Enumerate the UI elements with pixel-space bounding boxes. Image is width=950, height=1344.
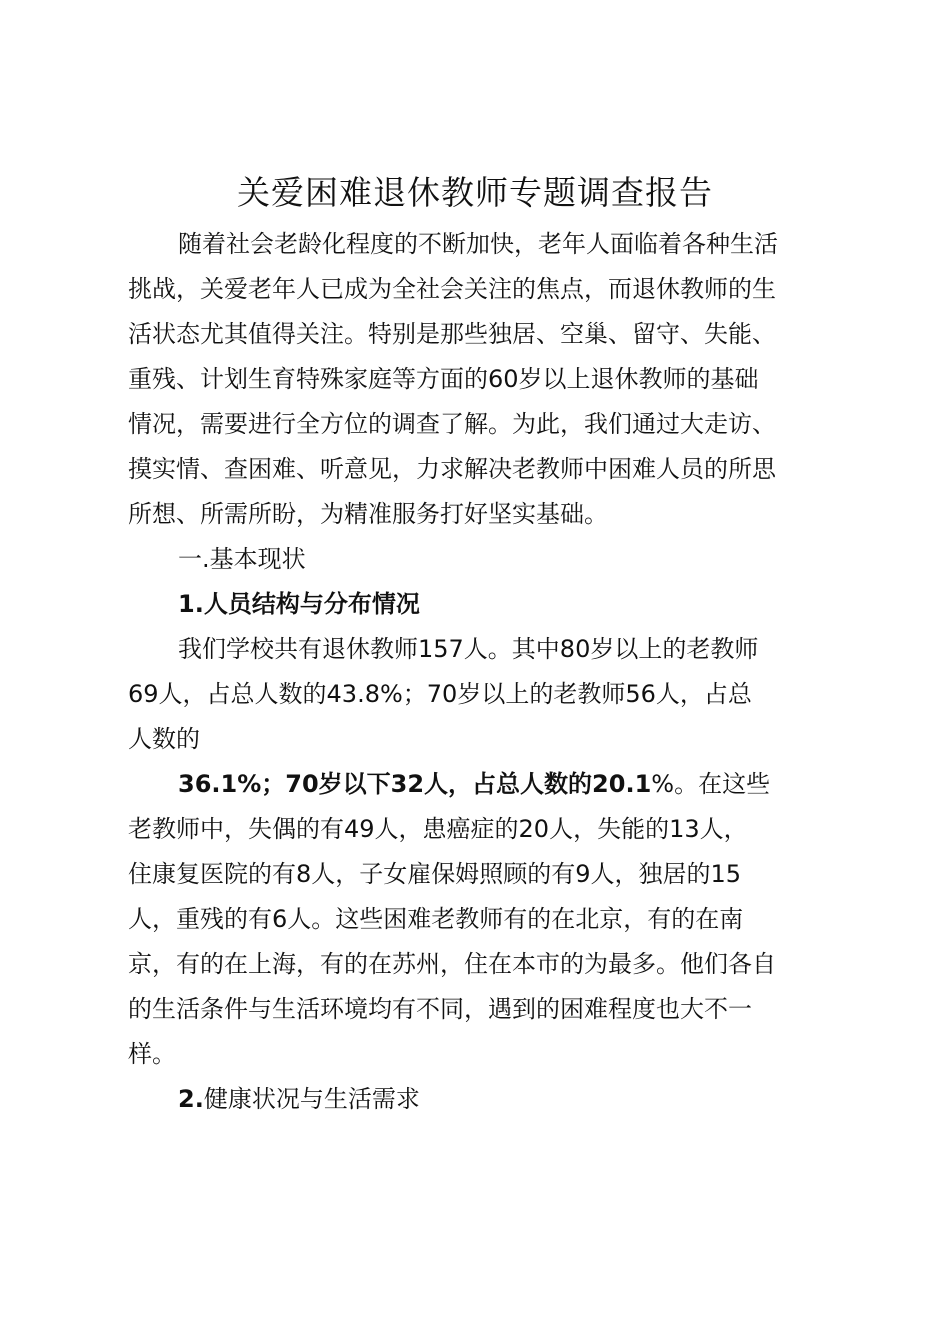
para3-line-7: 样。 [128,1040,176,1068]
intro-line-3: 活状态尤其值得关注。特别是那些独居、空巢、留守、失能、 [128,320,776,348]
subsection-2-text: 健康状况与生活需求 [203,1085,420,1113]
para2-line-1: 我们学校共有退休教师157人。其中80岁以上的老教师 [178,635,759,663]
para3-line-6: 的生活条件与生活环境均有不同，遇到的困难程度也大不一 [128,995,752,1023]
para2-line-3: 人数的 [128,725,200,753]
intro-line-2: 挑战，关爱老年人已成为全社会关注的焦点，而退休教师的生 [128,275,776,303]
para3-line-2: 老教师中，失偶的有49人，患癌症的20人，失能的13人， [128,815,748,843]
subsection-heading-1: 1.人员结构与分布情况 [178,590,420,618]
para3-line-5: 京，有的在上海，有的在苏州，住在本市的为最多。他们各自 [128,950,776,978]
subsection-2-number: 2. [178,1085,204,1113]
para3-rest-text: %。在这些 [651,770,771,798]
para3-bold-text: 36.1%；70岁以下32人，占总人数的20.1 [178,770,652,798]
intro-line-1: 随着社会老龄化程度的不断加快，老年人面临着各种生活 [178,230,778,258]
intro-line-5: 情况，需要进行全方位的调查了解。为此，我们通过大走访、 [128,410,776,438]
para3-line-4: 人，重残的有6人。这些困难老教师有的在北京，有的在南 [128,905,744,933]
para3-line-1 [178,766,770,802]
intro-line-7: 所想、所需所盼，为精准服务打好坚实基础。 [128,500,608,528]
document-title: 关爱困难退休教师专题调查报告 [237,173,713,212]
subsection-heading-2 [178,1081,420,1117]
intro-line-4: 重残、计划生育特殊家庭等方面的60岁以上退休教师的基础 [128,365,759,393]
para3-line-3: 住康复医院的有8人，子女雇保姆照顾的有9人，独居的15 [128,860,742,888]
intro-line-6: 摸实情、查困难、听意见，力求解决老教师中困难人员的所思 [128,455,776,483]
para2-line-2: 69人，占总人数的43.8%；70岁以上的老教师56人，占总 [128,680,752,708]
section-heading: 一.基本现状 [178,545,306,573]
